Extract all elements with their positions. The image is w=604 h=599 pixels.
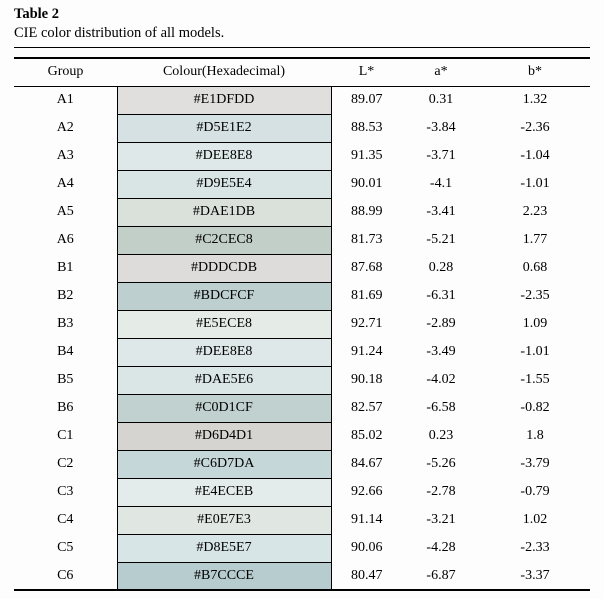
colour-swatch-cell: #DDDCDB bbox=[117, 254, 331, 282]
table-row bbox=[14, 534, 590, 562]
b-value-cell: -1.04 bbox=[520, 148, 550, 163]
group-cell: B2 bbox=[57, 288, 74, 303]
table-row bbox=[14, 142, 590, 170]
column-header-group: Group bbox=[47, 64, 84, 80]
colour-swatch-cell: #E5ECE8 bbox=[117, 310, 331, 338]
colour-swatch-cell: #C2CEC8 bbox=[117, 226, 331, 254]
a-value-cell: 0.28 bbox=[428, 260, 454, 275]
a-value-cell: 0.31 bbox=[428, 92, 454, 108]
column-header-a: a* bbox=[434, 64, 448, 80]
header-row bbox=[14, 58, 590, 86]
colour-swatch-cell: #DAE1DB bbox=[117, 198, 331, 226]
l-value-cell: 87.68 bbox=[351, 260, 383, 275]
table-row bbox=[14, 338, 590, 366]
group-cell: A4 bbox=[56, 176, 74, 191]
a-value-cell: -2.78 bbox=[426, 484, 456, 499]
a-value-cell: -6.31 bbox=[426, 288, 456, 303]
b-value-cell: -2.35 bbox=[520, 288, 550, 303]
cie-color-table-wrap bbox=[14, 47, 590, 591]
colour-swatch-cell: #DAE5E6 bbox=[117, 366, 331, 394]
l-value-cell: 88.99 bbox=[351, 204, 383, 219]
group-cell: B1 bbox=[57, 260, 74, 275]
a-value-cell: -4.28 bbox=[426, 540, 456, 555]
cie-color-table bbox=[14, 57, 590, 591]
colour-swatch-cell: #DEE8E8 bbox=[117, 338, 331, 366]
l-value-cell: 92.71 bbox=[351, 316, 383, 331]
table-row bbox=[14, 506, 590, 534]
colour-swatch-cell: #B7CCCE bbox=[117, 562, 331, 590]
group-cell: C3 bbox=[57, 484, 74, 499]
group-cell: B3 bbox=[57, 316, 74, 331]
a-value-cell: -3.41 bbox=[426, 204, 456, 219]
table-row bbox=[14, 282, 590, 310]
b-value-cell: -3.37 bbox=[520, 567, 550, 583]
table-row bbox=[14, 254, 590, 282]
group-cell: A5 bbox=[56, 204, 74, 219]
group-cell: C1 bbox=[57, 428, 74, 443]
group-cell: A3 bbox=[56, 148, 74, 163]
colour-swatch-cell: #BDCFCF bbox=[117, 282, 331, 310]
b-value-cell: -3.79 bbox=[520, 456, 550, 471]
table-row bbox=[14, 562, 590, 590]
l-value-cell: 80.47 bbox=[351, 567, 383, 583]
l-value-cell: 89.07 bbox=[351, 92, 383, 108]
b-value-cell: -0.79 bbox=[520, 484, 550, 499]
b-value-cell: 1.09 bbox=[522, 316, 548, 331]
b-value-cell: -2.33 bbox=[520, 540, 550, 555]
l-value-cell: 81.69 bbox=[351, 288, 383, 303]
colour-swatch-cell: #D8E5E7 bbox=[117, 534, 331, 562]
a-value-cell: -3.21 bbox=[426, 512, 456, 527]
group-cell: A6 bbox=[56, 232, 74, 247]
table-row bbox=[14, 394, 590, 422]
group-cell: C2 bbox=[57, 456, 74, 471]
column-header-colour: Colour(Hexadecimal) bbox=[162, 64, 286, 80]
column-header-b: b* bbox=[528, 64, 542, 80]
group-cell: A1 bbox=[56, 92, 74, 108]
table-row bbox=[14, 422, 590, 450]
colour-swatch-cell: #C6D7DA bbox=[117, 450, 331, 478]
b-value-cell: 1.02 bbox=[522, 512, 548, 527]
column-header-l: L* bbox=[358, 64, 375, 80]
a-value-cell: -6.87 bbox=[426, 567, 456, 583]
group-cell: B4 bbox=[57, 344, 74, 359]
l-value-cell: 82.57 bbox=[351, 400, 383, 415]
b-value-cell: 1.8 bbox=[526, 428, 544, 443]
group-cell: B5 bbox=[57, 372, 74, 387]
b-value-cell: -0.82 bbox=[520, 400, 550, 415]
group-cell: B6 bbox=[57, 400, 74, 415]
l-value-cell: 91.35 bbox=[351, 148, 383, 163]
l-value-cell: 90.06 bbox=[351, 540, 383, 555]
b-value-cell: -2.36 bbox=[520, 120, 550, 135]
a-value-cell: -6.58 bbox=[426, 400, 456, 415]
group-cell: C4 bbox=[57, 512, 74, 527]
a-value-cell: -3.71 bbox=[426, 148, 456, 163]
table-caption-label: Table 2 bbox=[14, 6, 59, 22]
colour-swatch-cell: #D5E1E2 bbox=[117, 114, 331, 142]
colour-swatch-cell: #D6D4D1 bbox=[117, 422, 331, 450]
b-value-cell: -1.01 bbox=[520, 344, 550, 359]
a-value-cell: -3.49 bbox=[426, 344, 456, 359]
table-caption bbox=[14, 5, 590, 42]
colour-swatch-cell: #E0E7E3 bbox=[117, 506, 331, 534]
l-value-cell: 90.18 bbox=[351, 372, 383, 387]
table-row bbox=[14, 198, 590, 226]
colour-swatch-cell: #E1DFDD bbox=[117, 86, 331, 114]
colour-swatch-cell: #DEE8E8 bbox=[117, 142, 331, 170]
table-row bbox=[14, 114, 590, 142]
b-value-cell: 0.68 bbox=[522, 260, 548, 275]
colour-swatch-cell: #E4ECEB bbox=[117, 478, 331, 506]
table-body bbox=[14, 86, 590, 590]
table-row bbox=[14, 478, 590, 506]
table-row bbox=[14, 86, 590, 114]
b-value-cell: -1.01 bbox=[520, 176, 550, 191]
l-value-cell: 88.53 bbox=[351, 120, 383, 135]
b-value-cell: 1.32 bbox=[522, 92, 548, 108]
l-value-cell: 84.67 bbox=[351, 456, 383, 471]
table-row bbox=[14, 226, 590, 254]
a-value-cell: -2.89 bbox=[426, 316, 456, 331]
l-value-cell: 91.14 bbox=[351, 512, 383, 527]
table-row bbox=[14, 310, 590, 338]
b-value-cell: 2.23 bbox=[522, 204, 548, 219]
table-row bbox=[14, 366, 590, 394]
a-value-cell: -4.1 bbox=[429, 176, 453, 191]
b-value-cell: -1.55 bbox=[520, 372, 550, 387]
group-cell: C5 bbox=[57, 540, 74, 555]
a-value-cell: -4.02 bbox=[426, 372, 456, 387]
a-value-cell: -3.84 bbox=[426, 120, 456, 135]
a-value-cell: -5.26 bbox=[426, 456, 456, 471]
l-value-cell: 92.66 bbox=[351, 484, 383, 499]
l-value-cell: 91.24 bbox=[351, 344, 383, 359]
a-value-cell: -5.21 bbox=[426, 232, 456, 247]
l-value-cell: 90.01 bbox=[351, 176, 383, 191]
group-cell: A2 bbox=[56, 120, 74, 135]
b-value-cell: 1.77 bbox=[522, 232, 548, 247]
colour-swatch-cell: #D9E5E4 bbox=[117, 170, 331, 198]
colour-swatch-cell: #C0D1CF bbox=[117, 394, 331, 422]
group-cell: C6 bbox=[57, 567, 74, 583]
table-caption-description: CIE color distribution of all models. bbox=[14, 25, 225, 41]
top-thin-rule bbox=[14, 47, 590, 48]
l-value-cell: 85.02 bbox=[351, 428, 383, 443]
table-row bbox=[14, 450, 590, 478]
l-value-cell: 81.73 bbox=[351, 232, 383, 247]
table-row bbox=[14, 170, 590, 198]
table-header bbox=[14, 58, 590, 86]
a-value-cell: 0.23 bbox=[428, 428, 454, 443]
